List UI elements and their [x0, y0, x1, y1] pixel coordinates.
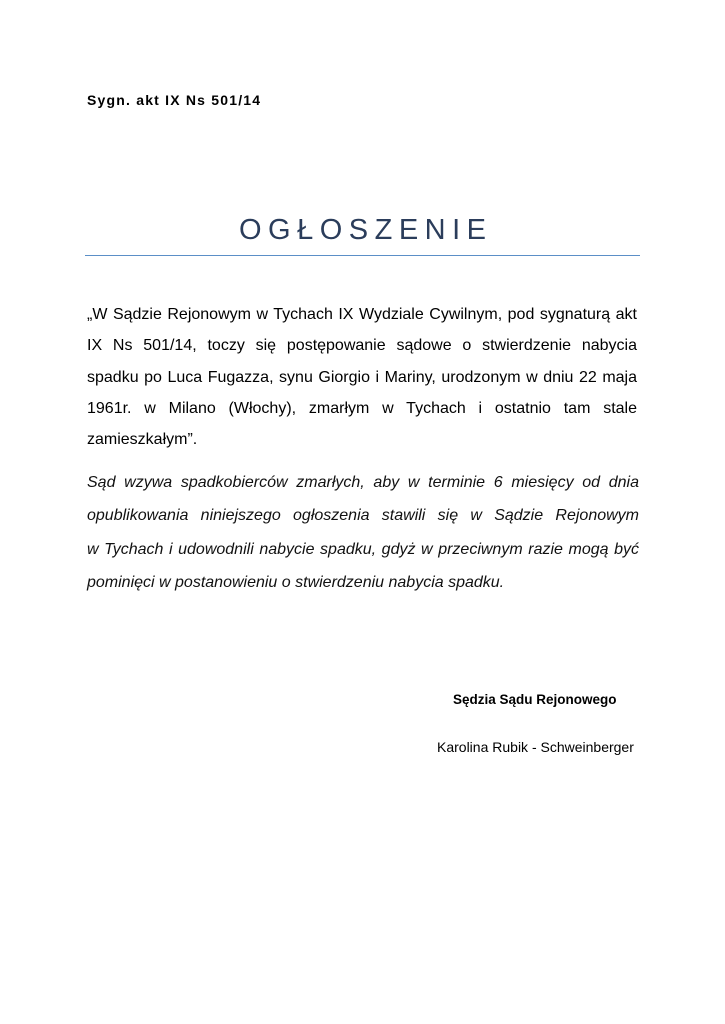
title-divider — [85, 255, 640, 256]
notice-line: zamieszkałym”. — [87, 431, 198, 448]
signature-role: Sędzia Sądu Rejonowego — [453, 692, 617, 707]
notice-line: IX Ns 501/14, toczy się postępowanie sądowe o stwierdzenie nabycia — [87, 337, 637, 355]
summons-line: w Tychach i udowodnili nabycie spadku, gdyż w przeciwnym razie mogą być — [87, 540, 639, 558]
case-reference: Sygn. akt IX Ns 501/14 — [87, 92, 262, 108]
notice-paragraph — [87, 299, 637, 455]
notice-line: 1961r. w Milano (Włochy), zmarłym w Tychach i ostatnio tam stale — [87, 399, 637, 417]
signature-name: Karolina Rubik - Schweinberger — [437, 739, 634, 755]
summons-line: opublikowania niniejszego ogłoszenia stawili się w Sądzie Rejonowym — [87, 507, 639, 525]
summons-line: pominięci w postanowieniu o stwierdzeniu nabycia spadku. — [87, 573, 505, 591]
document-title: OGŁOSZENIE — [238, 214, 493, 246]
notice-line: spadku po Luca Fugazza, synu Giorgio i Mariny, urodzonym w dniu 22 maja — [87, 368, 637, 386]
summons-line: Sąd wzywa spadkobierców zmarłych, aby w terminie 6 miesięcy od dnia — [87, 474, 639, 491]
summons-paragraph — [87, 466, 639, 599]
notice-line: „W Sądzie Rejonowym w Tychach IX Wydziale Cywilnym, pod sygnaturą akt — [87, 306, 637, 323]
